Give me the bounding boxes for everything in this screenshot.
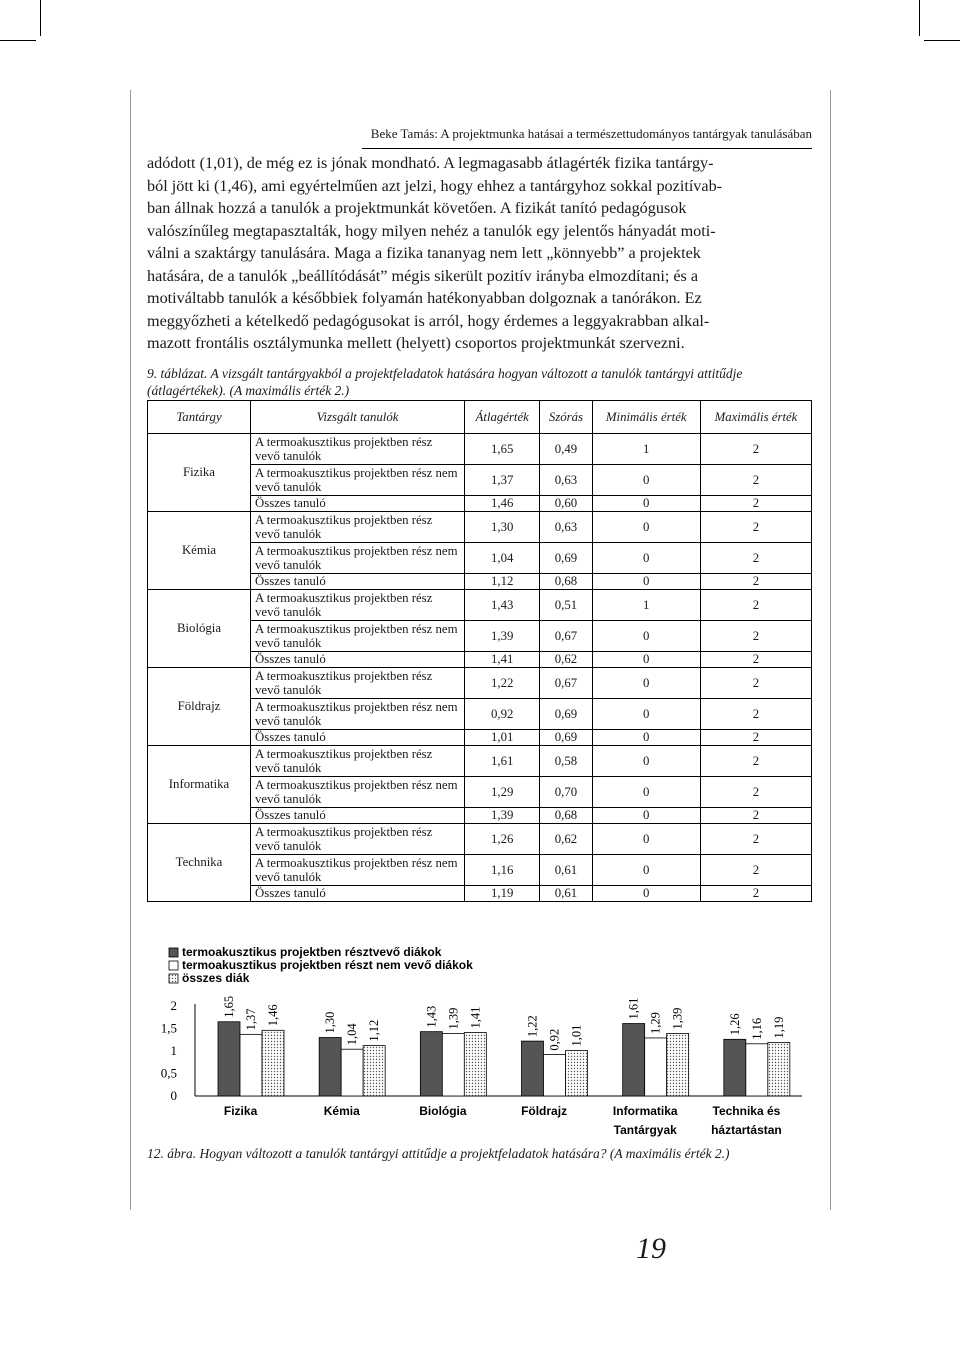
value-cell: 1,46 [465,496,540,512]
value-cell: 0,58 [540,746,592,777]
value-cell: 0,61 [540,855,592,886]
value-cell: 0 [592,496,700,512]
crop-mark [924,40,960,41]
bar-value-label: 1,19 [771,1016,786,1039]
value-cell: 2 [700,777,811,808]
table-row [148,434,812,465]
x-axis-label: Tantárgyak [613,1123,677,1137]
y-tick-label: 1 [170,1043,177,1058]
bar-value-label: 1,65 [222,995,236,1018]
bar [319,1038,341,1097]
value-cell: 0 [592,465,700,496]
value-cell: 2 [700,543,811,574]
value-cell: 0,67 [540,668,592,699]
group-cell: A termoakusztikus projektben rész vevő tanulók [251,668,465,699]
value-cell: 0 [592,808,700,824]
bar-value-label: 1,16 [749,1017,764,1040]
value-cell: 0 [592,824,700,855]
value-cell: 2 [700,621,811,652]
value-cell: 0 [592,777,700,808]
group-cell: Összes tanuló [251,574,465,590]
value-cell: 1,41 [465,652,540,668]
body-paragraph [147,152,812,355]
value-cell: 2 [700,652,811,668]
subject-cell: Kémia [148,512,251,590]
bar [724,1039,746,1096]
bar-value-label: 1,22 [525,1015,540,1038]
value-cell: 1,39 [465,808,540,824]
group-cell: A termoakusztikus projektben rész vevő tanulók [251,824,465,855]
value-cell: 0,69 [540,730,592,746]
bar-value-label: 1,37 [244,1008,258,1031]
bar [768,1042,790,1096]
group-cell: A termoakusztikus projektben rész vevő tanulók [251,746,465,777]
x-tick-label: Fizika [223,1104,258,1118]
value-cell: 1,37 [465,465,540,496]
header-sd: Szórás [540,401,592,434]
group-cell: A termoakusztikus projektben rész nem vevő tanulók [251,465,465,496]
value-cell: 0,92 [465,699,540,730]
bar-chart [147,938,812,1138]
value-cell: 1 [592,434,700,465]
group-cell: A termoakusztikus projektben rész nem vevő tanulók [251,543,465,574]
legend-swatch [169,974,178,983]
value-cell: 2 [700,746,811,777]
value-cell: 1,61 [465,746,540,777]
x-tick-label: Kémia [323,1104,360,1118]
legend-swatch [169,961,178,970]
table-header-row [148,401,812,434]
margin-line [130,90,131,1210]
value-cell: 2 [700,668,811,699]
value-cell: 0,63 [540,512,592,543]
bar-value-label: 1,01 [569,1024,584,1047]
bar [746,1044,768,1096]
body-line: mazott frontális osztálymunka mellett (helyett) csoportos projektmunkát szervezni. [147,334,685,352]
value-cell: 2 [700,434,811,465]
y-tick-label: 1,5 [160,1020,177,1036]
header-students: Vizsgált tanulók [251,401,465,434]
value-cell: 0 [592,668,700,699]
header-mean: Átlagérték [465,401,540,434]
value-cell: 1 [592,590,700,621]
value-cell: 0,67 [540,621,592,652]
header-min: Minimális érték [592,401,700,434]
value-cell: 2 [700,699,811,730]
bar-value-label: 1,61 [626,997,641,1020]
value-cell: 1,16 [465,855,540,886]
group-cell: Összes tanuló [251,886,465,902]
bar-value-label: 1,26 [727,1013,742,1036]
group-cell: Összes tanuló [251,808,465,824]
value-cell: 1,01 [465,730,540,746]
bar-value-label: 1,29 [648,1012,663,1034]
legend-swatch [169,948,178,957]
group-cell: A termoakusztikus projektben rész nem vevő tanulók [251,621,465,652]
value-cell: 1,29 [465,777,540,808]
bar-value-label: 1,39 [446,1007,461,1030]
bar [667,1033,689,1096]
bar-value-label: 0,92 [547,1028,562,1051]
body-line: válni a szaktárgy tanulására. Maga a fizika tananyag nem lett „könnyebb” a projektek [147,244,701,262]
body-line: meggyőzheti a kételkedő pedagógusokat is arról, hogy érdemes a leggyakrabban alkal- [147,311,710,330]
value-cell: 2 [700,574,811,590]
value-cell: 2 [700,808,811,824]
header-max: Maximális érték [700,401,811,434]
running-header: Beke Tamás: A projektmunka hatásai a természettudományos tantárgyak tanulásában [362,126,812,149]
bar [218,1022,240,1096]
value-cell: 0,61 [540,886,592,902]
value-cell: 1,43 [465,590,540,621]
value-cell: 1,39 [465,621,540,652]
value-cell: 2 [700,465,811,496]
y-tick-label: 0 [170,1088,177,1103]
body-line: ban állnak hozzá a tanulók a projektmunkát követően. A fizikát tanító pedagógusok [147,199,687,217]
value-cell: 0 [592,746,700,777]
value-cell: 0,70 [540,777,592,808]
bar [566,1051,588,1096]
value-cell: 0,68 [540,574,592,590]
group-cell: A termoakusztikus projektben rész nem vevő tanulók [251,855,465,886]
data-table [147,400,812,902]
body-line: motiváltabb tanulók a későbbiek folyamán hatékonyabban dolgoznak a tanórákon. Ez [147,289,702,307]
value-cell: 1,12 [465,574,540,590]
x-tick-label: Technika és [712,1104,781,1118]
y-tick-label: 0,5 [160,1065,177,1081]
bar [623,1024,645,1096]
margin-line [830,90,831,1210]
bar [420,1032,442,1096]
value-cell: 0,63 [540,465,592,496]
value-cell: 0 [592,543,700,574]
bar [442,1033,464,1096]
crop-mark [919,0,920,36]
table-row [148,590,812,621]
bar [363,1046,385,1096]
value-cell: 1,65 [465,434,540,465]
body-line: hatására, de a tanulók „beállítódását” mégis sikerült pozitív irányba elmozdítani; és a [147,266,699,285]
subject-cell: Technika [148,824,251,902]
value-cell: 0,68 [540,808,592,824]
value-cell: 0,51 [540,590,592,621]
value-cell: 2 [700,590,811,621]
x-tick-label: háztartástan [711,1123,782,1137]
value-cell: 0 [592,512,700,543]
table-row [148,668,812,699]
value-cell: 0 [592,652,700,668]
bar [645,1038,667,1096]
group-cell: Összes tanuló [251,652,465,668]
y-tick-label: 2 [170,998,177,1013]
table-row [148,824,812,855]
value-cell: 2 [700,855,811,886]
value-cell: 0,49 [540,434,592,465]
crop-mark [0,40,36,41]
x-tick-label: Biológia [419,1104,467,1118]
bar-value-label: 1,39 [670,1007,685,1030]
value-cell: 2 [700,512,811,543]
figure-caption: 12. ábra. Hogyan változott a tanulók tantárgyi attitűdje a projektfeladatok hatására? (A maximális érték 2.) [147,1146,730,1161]
value-cell: 0,60 [540,496,592,512]
value-cell: 1,22 [465,668,540,699]
body-line: adódott (1,01), de még ez is jónak mondható. A legmagasabb átlagérték fizika tantárgy- [147,154,714,172]
bar-value-label: 1,43 [424,1005,439,1028]
value-cell: 2 [700,730,811,746]
legend-label: termoakusztikus projektben részt nem vevő diákok [182,958,473,972]
value-cell: 0,62 [540,824,592,855]
group-cell: Összes tanuló [251,496,465,512]
subject-cell: Fizika [148,434,251,512]
value-cell: 1,19 [465,886,540,902]
value-cell: 2 [700,496,811,512]
page-number: 19 [636,1232,666,1265]
bar [544,1055,566,1096]
bar-value-label: 1,12 [367,1019,382,1042]
table-row [148,512,812,543]
bar-value-label: 1,46 [266,1004,280,1027]
x-tick-label: Földrajz [521,1104,568,1118]
value-cell: 0 [592,730,700,746]
subject-cell: Földrajz [148,668,251,746]
value-cell: 2 [700,824,811,855]
value-cell: 1,26 [465,824,540,855]
value-cell: 0 [592,574,700,590]
bar [522,1041,544,1096]
value-cell: 2 [700,886,811,902]
table-row [148,746,812,777]
body-line: ból jött ki (1,46), ami egyértelműen azt jelzi, hogy ehhez a tantárgyhoz sokkal pozitívab- [147,176,723,195]
bar [464,1033,486,1096]
bar [240,1034,262,1096]
value-cell: 1,04 [465,543,540,574]
group-cell: A termoakusztikus projektben rész vevő tanulók [251,434,465,465]
value-cell: 0 [592,886,700,902]
group-cell: Összes tanuló [251,730,465,746]
bar-value-label: 1,41 [468,1006,483,1029]
bar [341,1049,363,1096]
bar-value-label: 1,04 [345,1023,360,1046]
group-cell: A termoakusztikus projektben rész nem vevő tanulók [251,777,465,808]
value-cell: 1,30 [465,512,540,543]
header-subject: Tantárgy [148,401,251,434]
subject-cell: Informatika [148,746,251,824]
group-cell: A termoakusztikus projektben rész nem vevő tanulók [251,699,465,730]
legend-label: összes diák [182,971,250,985]
value-cell: 0,69 [540,699,592,730]
legend-label: termoakusztikus projektben résztvevő diákok [182,945,442,959]
value-cell: 0 [592,855,700,886]
x-tick-label: Informatika [612,1104,678,1118]
value-cell: 0 [592,699,700,730]
bar [262,1030,284,1096]
group-cell: A termoakusztikus projektben rész vevő tanulók [251,512,465,543]
body-line: valószínűleg megtapasztalták, hogy milyen nehéz a tanulók egy jelentős hányadát moti- [147,221,716,240]
subject-cell: Biológia [148,590,251,668]
crop-mark [40,0,41,36]
value-cell: 0,62 [540,652,592,668]
value-cell: 0,69 [540,543,592,574]
group-cell: A termoakusztikus projektben rész vevő tanulók [251,590,465,621]
value-cell: 0 [592,621,700,652]
table-caption: 9. táblázat. A vizsgált tantárgyakból a projektfeladatok hatására hogyan változott a tanulók tantárgyi attitűdje (átlagértékek). (A maximális érték 2.) [147,366,743,398]
bar-value-label: 1,30 [323,1011,338,1034]
